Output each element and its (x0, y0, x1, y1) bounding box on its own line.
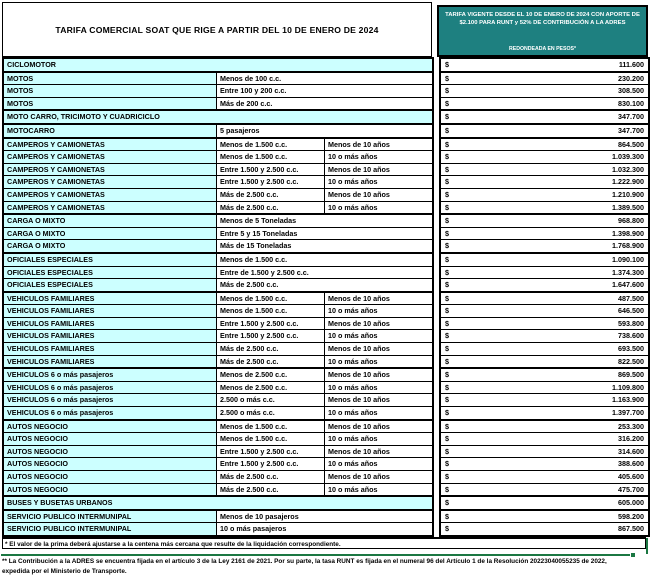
category-table-body (2, 57, 434, 537)
table-row[interactable] (4, 445, 432, 458)
footnote-cell[interactable]: * El valor de la prima deberá ajustarse a la centena más cercana que resulte de la liquidación correspondiente. (2, 537, 646, 549)
tariff-value: 347.700 (618, 112, 644, 122)
age-cell[interactable]: Menos de 10 años (328, 395, 390, 405)
tariff-value: 230.200 (618, 73, 644, 83)
tariff-value: 487.500 (618, 293, 644, 303)
age-cell[interactable]: Menos de 10 años (328, 189, 390, 199)
tariff-value: 968.800 (618, 216, 644, 226)
table-row[interactable] (4, 483, 432, 496)
value-row[interactable] (441, 123, 648, 137)
category-cell[interactable]: OFICIALES ESPECIALES (4, 254, 217, 266)
table-row[interactable] (4, 509, 432, 523)
category-cell[interactable]: AUTOS NEGOCIO (4, 471, 217, 483)
value-row[interactable] (441, 445, 648, 458)
table-row[interactable] (4, 381, 432, 394)
category-cell[interactable]: AUTOS NEGOCIO (4, 484, 217, 496)
tariff-value: 308.500 (618, 86, 644, 96)
currency-symbol: $ (445, 254, 449, 264)
currency-symbol: $ (445, 382, 449, 392)
tariff-value: 1.398.900 (612, 228, 644, 238)
legal-footnote-line1: ** La Contribución a la ADRES se encuentra fijada en el artículo 3 de la Ley 2161 de 2021. Por su parte, la tasa RUNT es fijada en el numeral 96 del Artículo 1 de la Resolución 20223040055235 de 2022, (2, 557, 607, 565)
values-table-body (439, 57, 650, 537)
table-row[interactable] (4, 109, 432, 123)
tariff-value: 1.032.300 (612, 164, 644, 174)
category-cell[interactable]: BUSES Y BUSETAS URBANOS (4, 497, 432, 509)
age-cell[interactable]: 10 o más años (328, 177, 378, 187)
category-cell[interactable]: CAMPEROS Y CAMIONETAS (4, 164, 217, 176)
spec-cell[interactable]: Más de 2.500 c.c. (217, 202, 325, 214)
table-row[interactable] (4, 252, 432, 266)
value-row[interactable] (441, 71, 648, 85)
spec-cell[interactable]: Más de 2.500 c.c. (217, 189, 325, 201)
table-row[interactable] (4, 266, 432, 279)
spec-cell[interactable]: Menos de 2.500 c.c. (217, 382, 325, 394)
value-row[interactable] (441, 317, 648, 330)
tariff-value: 316.200 (618, 434, 644, 444)
value-row[interactable] (441, 59, 648, 71)
currency-symbol: $ (445, 459, 449, 469)
age-cell[interactable]: 10 o más años (328, 306, 378, 316)
currency-symbol: $ (445, 60, 449, 69)
category-cell[interactable]: MOTOS (4, 85, 217, 97)
currency-symbol: $ (445, 98, 449, 108)
age-cell[interactable]: Menos de 10 años (328, 139, 390, 149)
value-row[interactable] (441, 406, 648, 419)
value-row[interactable] (441, 150, 648, 163)
tariff-header-cell[interactable] (437, 5, 648, 57)
spec-cell[interactable]: Menos de 5 Toneladas (220, 216, 297, 226)
value-row[interactable] (441, 97, 648, 110)
currency-symbol: $ (445, 306, 449, 316)
currency-symbol: $ (445, 73, 449, 83)
currency-symbol: $ (445, 164, 449, 174)
value-row[interactable] (441, 329, 648, 342)
value-row[interactable] (441, 470, 648, 483)
currency-symbol: $ (445, 331, 449, 341)
value-row[interactable] (441, 419, 648, 433)
spec-cell[interactable]: Entre 100 y 200 c.c. (220, 86, 287, 96)
category-cell[interactable]: OFICIALES ESPECIALES (4, 279, 217, 291)
category-cell[interactable]: CARGA O MIXTO (4, 215, 217, 227)
value-row[interactable] (441, 367, 648, 381)
currency-symbol: $ (445, 152, 449, 162)
tariff-value: 1.389.500 (612, 202, 644, 212)
selection-fill-handle[interactable] (630, 552, 636, 558)
tariff-value: 314.600 (618, 446, 644, 456)
tariff-value: 1.039.300 (612, 152, 644, 162)
spec-cell[interactable]: Menos de 1.500 c.c. (220, 254, 288, 264)
currency-symbol: $ (445, 511, 449, 521)
spec-cell[interactable]: Entre 1.500 y 2.500 c.c. (217, 176, 325, 188)
category-cell[interactable]: AUTOS NEGOCIO (4, 433, 217, 445)
tariff-value: 1.109.800 (612, 382, 644, 392)
table-row[interactable] (4, 317, 432, 330)
tariff-value: 693.500 (618, 344, 644, 354)
value-row[interactable] (441, 495, 648, 509)
table-row[interactable] (4, 188, 432, 201)
table-header (0, 0, 650, 57)
value-row[interactable] (441, 213, 648, 227)
currency-symbol: $ (445, 434, 449, 444)
spec-cell[interactable]: 2.500 o más c.c. (217, 407, 325, 419)
tariff-table (2, 57, 650, 537)
category-cell[interactable]: VEHICULOS FAMILIARES (4, 356, 217, 368)
age-cell[interactable]: 10 o más años (328, 434, 378, 444)
selection-border-bottom (1, 554, 633, 556)
category-cell[interactable]: MOTOS (4, 73, 217, 85)
spec-cell[interactable]: Menos de 1.500 c.c. (217, 151, 325, 163)
currency-symbol: $ (445, 395, 449, 405)
value-row[interactable] (441, 137, 648, 151)
tariff-value: 738.600 (618, 331, 644, 341)
tariff-value: 1.374.300 (612, 267, 644, 277)
table-row[interactable] (4, 470, 432, 483)
currency-symbol: $ (445, 177, 449, 187)
currency-symbol: $ (445, 228, 449, 238)
tariff-value: 593.800 (618, 318, 644, 328)
category-cell[interactable]: AUTOS NEGOCIO (4, 446, 217, 458)
spec-cell[interactable]: Menos de 100 c.c. (220, 73, 282, 83)
category-cell[interactable]: MOTO CARRO, TRICIMOTO Y CUADRICICLO (4, 111, 432, 123)
legal-footnote-line2: expedida por el Ministerio de Transporte. (2, 567, 127, 575)
table-row[interactable] (4, 495, 432, 509)
tariff-header-subtext: REDONDEADA EN PESOS* (509, 46, 576, 52)
tariff-value: 1.163.900 (612, 395, 644, 405)
table-row[interactable] (4, 342, 432, 355)
spec-cell[interactable]: Entre 1.500 y 2.500 c.c. (217, 164, 325, 176)
table-row[interactable] (4, 59, 432, 71)
age-cell[interactable]: 10 o más años (328, 152, 378, 162)
value-row[interactable] (441, 163, 648, 176)
category-cell[interactable]: CAMPEROS Y CAMIONETAS (4, 151, 217, 163)
value-row[interactable] (441, 84, 648, 97)
value-row[interactable] (441, 278, 648, 291)
category-cell[interactable]: SERVICIO PUBLICO INTERMUNIPAL (4, 523, 217, 535)
value-row[interactable] (441, 227, 648, 240)
value-row[interactable] (441, 522, 648, 535)
currency-symbol: $ (445, 356, 449, 366)
table-row[interactable] (4, 150, 432, 163)
currency-symbol: $ (445, 86, 449, 96)
age-cell[interactable]: 10 o más años (328, 484, 378, 494)
spec-cell[interactable]: 5 pasajeros (220, 125, 260, 135)
table-row[interactable] (4, 239, 432, 252)
tariff-value: 1.222.900 (612, 177, 644, 187)
spec-cell[interactable]: Menos de 1.500 c.c. (217, 433, 325, 445)
tariff-value: 1.647.600 (612, 280, 644, 290)
spec-cell[interactable]: Menos de 1.500 c.c. (217, 305, 325, 317)
category-cell[interactable]: SERVICIO PUBLICO INTERMUNIPAL (4, 511, 217, 523)
value-row[interactable] (441, 342, 648, 355)
table-row[interactable] (4, 213, 432, 227)
category-cell[interactable]: CARGA O MIXTO (4, 240, 217, 252)
category-cell[interactable]: CARGA O MIXTO (4, 228, 217, 240)
spec-cell[interactable]: Más de 2.500 c.c. (217, 471, 325, 483)
tariff-value: 867.500 (618, 524, 644, 534)
spec-cell[interactable]: Más de 2.500 c.c. (217, 484, 325, 496)
age-cell[interactable]: 10 o más años (328, 382, 378, 392)
age-cell[interactable]: Menos de 10 años (328, 446, 390, 456)
page-title[interactable]: TARIFA COMERCIAL SOAT QUE RIGE A PARTIR DEL 10 DE ENERO DE 2024 (2, 2, 432, 57)
age-cell[interactable]: 10 o más años (328, 331, 378, 341)
table-row[interactable] (4, 355, 432, 368)
age-cell[interactable]: Menos de 10 años (328, 293, 390, 303)
table-row[interactable] (4, 137, 432, 151)
currency-symbol: $ (445, 112, 449, 122)
table-row[interactable] (4, 406, 432, 419)
table-row[interactable] (4, 432, 432, 445)
currency-symbol: $ (445, 202, 449, 212)
value-row[interactable] (441, 266, 648, 279)
category-cell[interactable]: OFICIALES ESPECIALES (4, 267, 217, 279)
category-cell[interactable]: VEHICULOS FAMILIARES (4, 330, 217, 342)
tariff-header-text: TARIFA VIGENTE DESDE EL 10 DE ENERO DE 2024 CON APORTE DE $2.100 PARA RUNT y 52% DE CONTRIBUCIÓN A LA ADRES (445, 12, 640, 26)
category-cell[interactable]: VEHICULOS 6 o más pasajeros (4, 382, 217, 394)
tariff-value: 598.200 (618, 511, 644, 521)
table-row[interactable] (4, 278, 432, 291)
value-row[interactable] (441, 252, 648, 266)
currency-symbol: $ (445, 216, 449, 226)
currency-symbol: $ (445, 408, 449, 418)
tariff-value: 253.300 (618, 421, 644, 431)
age-cell[interactable]: 10 o más años (328, 202, 378, 212)
category-cell[interactable]: CAMPEROS Y CAMIONETAS (4, 139, 217, 151)
currency-symbol: $ (445, 293, 449, 303)
table-row[interactable] (4, 175, 432, 188)
value-row[interactable] (441, 239, 648, 252)
age-cell[interactable]: Menos de 10 años (328, 421, 390, 431)
spec-cell[interactable]: Menos de 1.500 c.c. (217, 421, 325, 433)
currency-symbol: $ (445, 472, 449, 481)
category-cell[interactable]: VEHICULOS 6 o más pasajeros (4, 407, 217, 419)
table-row[interactable] (4, 71, 432, 85)
table-row[interactable] (4, 227, 432, 240)
tariff-value: 1.210.900 (612, 189, 644, 199)
age-cell[interactable]: 10 o más años (328, 459, 378, 469)
value-row[interactable] (441, 457, 648, 470)
spec-cell[interactable]: Menos de 1.500 c.c. (217, 139, 325, 151)
category-cell[interactable]: VEHICULOS FAMILIARES (4, 343, 217, 355)
currency-symbol: $ (445, 318, 449, 328)
currency-symbol: $ (445, 139, 449, 149)
value-row[interactable] (441, 175, 648, 188)
table-row[interactable] (4, 522, 432, 535)
spec-cell[interactable]: Más de 15 Toneladas (220, 241, 292, 251)
age-cell[interactable]: 10 o más años (328, 408, 378, 418)
category-cell[interactable]: CICLOMOTOR (4, 59, 432, 71)
currency-symbol: $ (445, 189, 449, 199)
selection-border-right (646, 538, 648, 554)
tariff-value: 864.500 (618, 139, 644, 149)
currency-symbol: $ (445, 280, 449, 290)
table-row[interactable] (4, 329, 432, 342)
age-cell[interactable]: Menos de 10 años (328, 344, 390, 354)
value-row[interactable] (441, 109, 648, 123)
spec-cell[interactable]: Entre de 1.500 y 2.500 c.c. (220, 267, 309, 277)
spec-cell[interactable]: Menos de 1.500 c.c. (217, 293, 325, 305)
currency-symbol: $ (445, 421, 449, 431)
table-row[interactable] (4, 97, 432, 110)
currency-symbol: $ (445, 370, 449, 380)
currency-symbol: $ (445, 446, 449, 456)
currency-symbol: $ (445, 344, 449, 354)
table-row[interactable] (4, 367, 432, 381)
category-cell[interactable]: VEHICULOS 6 o más pasajeros (4, 394, 217, 406)
table-row[interactable] (4, 84, 432, 97)
spec-cell[interactable]: Más de 2.500 c.c. (220, 280, 279, 290)
age-cell[interactable]: 10 o más años (328, 356, 378, 366)
category-cell[interactable]: VEHICULOS FAMILIARES (4, 305, 217, 317)
value-row[interactable] (441, 381, 648, 394)
tariff-value: 869.500 (618, 370, 644, 380)
tariff-value: 405.600 (618, 472, 644, 481)
value-row[interactable] (441, 355, 648, 368)
category-cell[interactable]: MOTOCARRO (4, 125, 217, 137)
value-row[interactable] (441, 188, 648, 201)
age-cell[interactable]: Menos de 10 años (328, 318, 390, 328)
spec-cell[interactable]: 10 o más pasajeros (220, 524, 287, 534)
value-row[interactable] (441, 432, 648, 445)
table-row[interactable] (4, 457, 432, 470)
table-row[interactable] (4, 201, 432, 214)
spec-cell[interactable]: 2.500 o más c.c. (217, 394, 325, 406)
spec-cell[interactable]: Entre 1.500 y 2.500 c.c. (217, 318, 325, 330)
age-cell[interactable]: Menos de 10 años (328, 370, 390, 380)
spec-cell[interactable]: Entre 1.500 y 2.500 c.c. (217, 330, 325, 342)
spec-cell[interactable]: Entre 1.500 y 2.500 c.c. (217, 446, 325, 458)
spec-cell[interactable]: Menos de 10 pasajeros (220, 511, 299, 521)
category-cell[interactable]: VEHICULOS 6 o más pasajeros (4, 369, 217, 381)
category-cell[interactable]: MOTOS (4, 98, 217, 110)
tariff-value: 1.090.100 (612, 254, 644, 264)
category-cell[interactable]: AUTOS NEGOCIO (4, 421, 217, 433)
tariff-value: 822.500 (618, 356, 644, 366)
table-row[interactable] (4, 291, 432, 305)
table-row[interactable] (4, 123, 432, 137)
value-row[interactable] (441, 393, 648, 406)
currency-symbol: $ (445, 125, 449, 135)
currency-symbol: $ (445, 484, 449, 494)
spec-cell[interactable]: Menos de 2.500 c.c. (217, 369, 325, 381)
category-cell[interactable]: CAMPEROS Y CAMIONETAS (4, 189, 217, 201)
spec-cell[interactable]: Más de 2.500 c.c. (217, 343, 325, 355)
tariff-value: 111.600 (618, 60, 644, 69)
category-cell[interactable]: VEHICULOS FAMILIARES (4, 293, 217, 305)
value-row[interactable] (441, 509, 648, 523)
category-cell[interactable]: CAMPEROS Y CAMIONETAS (4, 202, 217, 214)
value-row[interactable] (441, 304, 648, 317)
currency-symbol: $ (445, 241, 449, 251)
table-row[interactable] (4, 304, 432, 317)
spec-cell[interactable]: Más de 200 c.c. (220, 98, 273, 108)
spec-cell[interactable]: Entre 1.500 y 2.500 c.c. (217, 458, 325, 470)
spec-cell[interactable]: Entre 5 y 15 Toneladas (220, 228, 298, 238)
value-row[interactable] (441, 201, 648, 214)
category-cell[interactable]: CAMPEROS Y CAMIONETAS (4, 176, 217, 188)
age-cell[interactable]: Menos de 10 años (328, 472, 390, 481)
spec-cell[interactable]: Más de 2.500 c.c. (217, 356, 325, 368)
tariff-value: 1.397.700 (612, 408, 644, 418)
table-row[interactable] (4, 163, 432, 176)
tariff-value: 475.700 (618, 484, 644, 494)
currency-symbol: $ (445, 267, 449, 277)
age-cell[interactable]: Menos de 10 años (328, 164, 390, 174)
table-row[interactable] (4, 419, 432, 433)
legal-footnote (2, 557, 644, 577)
value-row[interactable] (441, 483, 648, 496)
table-row[interactable] (4, 393, 432, 406)
value-row[interactable] (441, 291, 648, 305)
category-cell[interactable]: VEHICULOS FAMILIARES (4, 318, 217, 330)
tariff-value: 605.000 (618, 498, 644, 508)
tariff-value: 646.500 (618, 306, 644, 316)
currency-symbol: $ (445, 498, 449, 508)
category-cell[interactable]: AUTOS NEGOCIO (4, 458, 217, 470)
tariff-value: 388.600 (618, 459, 644, 469)
currency-symbol: $ (445, 524, 449, 534)
tariff-value: 830.100 (618, 98, 644, 108)
tariff-value: 347.700 (618, 125, 644, 135)
tariff-value: 1.768.900 (612, 241, 644, 251)
